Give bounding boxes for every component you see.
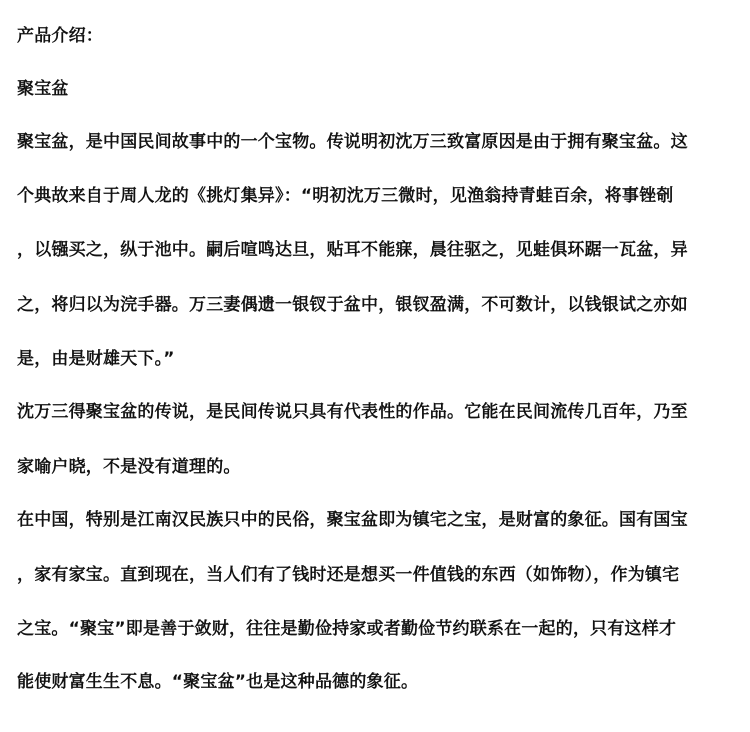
paragraph-line: 之，将归以为浣手器。万三妻偶遗一银钗于盆中，银钗盈满，不可数计，以钱银试之亦如 — [17, 295, 688, 315]
paragraph-line: 能使财富生生不息。“聚宝盆”也是这种品德的象征。 — [17, 672, 419, 692]
paragraph-line: ，家有家宝。直到现在，当人们有了钱时还是想买一件值钱的东西（如饰物），作为镇宅 — [17, 565, 680, 585]
paragraph-line: 之宝。“聚宝”即是善于敛财，往往是勤俭持家或者勤俭节约联系在一起的，只有这样才 — [17, 619, 677, 639]
paragraph-line: 在中国，特别是江南汉民族只中的民俗，聚宝盆即为镇宅之宝，是财富的象征。国有国宝 — [17, 510, 688, 530]
paragraph-line: 是，由是财雄天下。” — [17, 349, 175, 369]
paragraph-line: 家喻户晓，不是没有道理的。 — [17, 457, 241, 477]
paragraph-line: 聚宝盆，是中国民间故事中的一个宝物。传说明初沈万三致富原因是由于拥有聚宝盆。这 — [17, 132, 688, 152]
product-name-heading: 聚宝盆 — [17, 79, 69, 99]
paragraph-line: 沈万三得聚宝盆的传说，是民间传说只具有代表性的作品。它能在民间流传几百年，乃至 — [17, 402, 688, 422]
paragraph-line: ，以镪买之，纵于池中。嗣后喧鸣达旦，贴耳不能寐，晨往驱之，见蛙俱环踞一瓦盆，异 — [17, 240, 688, 260]
section-label: 产品介绍： — [17, 26, 103, 46]
paragraph-line: 个典故来自于周人龙的《挑灯集异》：“明初沈万三微时，见渔翁持青蛙百余，将事锉剞 — [17, 186, 674, 206]
